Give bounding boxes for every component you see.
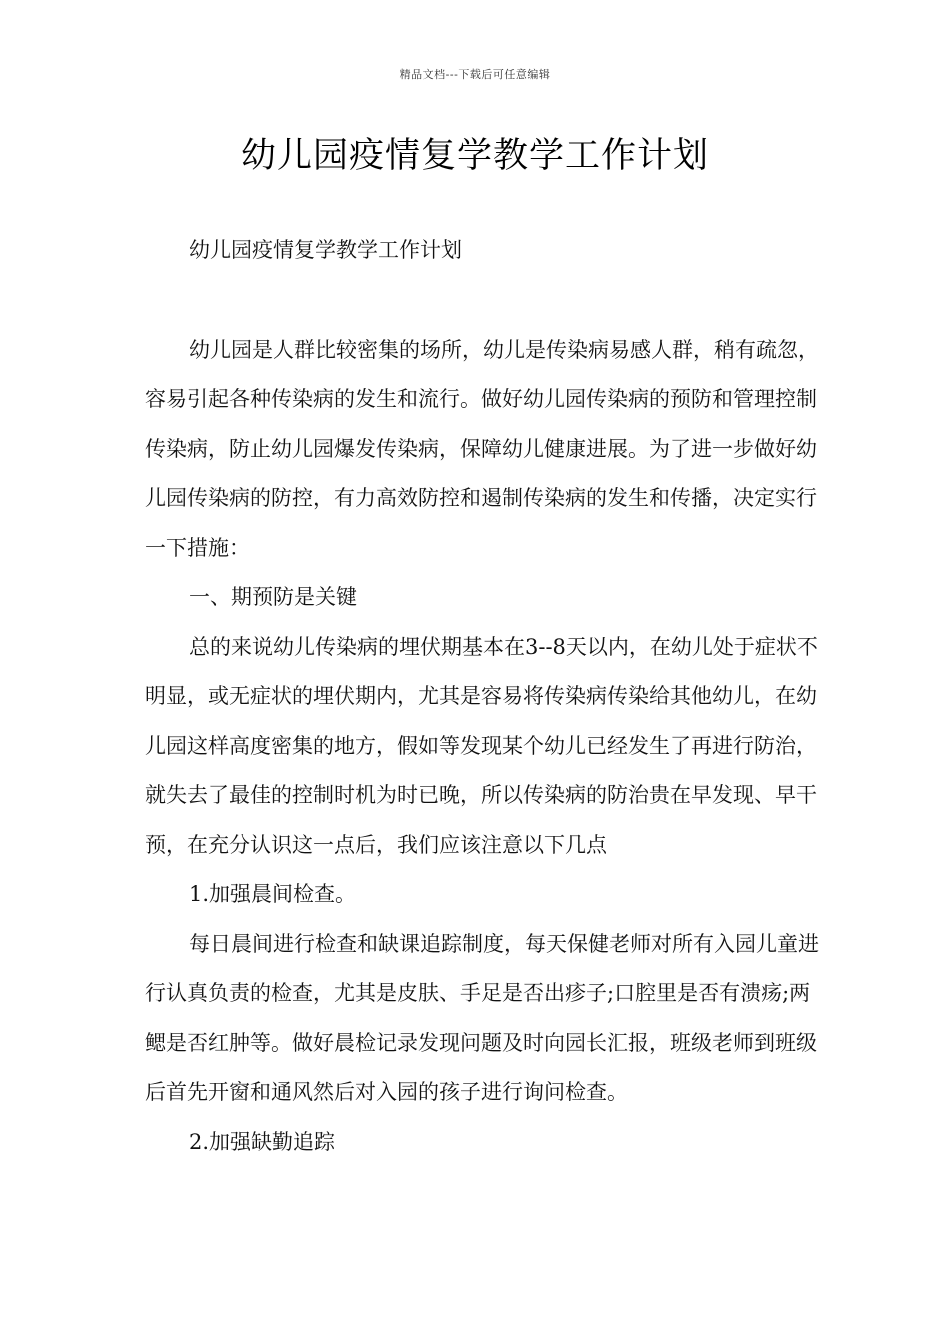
header-note: 精品文档---下载后可任意编辑 xyxy=(399,68,551,81)
document-title: 幼儿园疫情复学教学工作计划 xyxy=(240,136,709,176)
paragraph-intro: 幼儿园是人群比较密集的场所，幼儿是传染病易感人群，稍有疏忽，容易引起各种传染病的发生和流行。做好幼儿园传染病的预防和管理控制传染病，防止幼儿园爆发传染病，保障幼儿健康进展。为了进一步做好幼儿园传染病的防控，有力高效防控和遏制传染病的发生和传播，决定实行一下措施： xyxy=(145,337,819,560)
paragraph-incubation: 总的来说幼儿传染病的埋伏期基本在3--8天以内，在幼儿处于症状不明显，或无症状的埋伏期内，尤其是容易将传染病传染给其他幼儿，在幼儿园这样高度密集的地方，假如等发现某个幼儿已经发生了再进行防治，就失去了最佳的控制时机为时已晚，所以传染病的防治贵在早发现、早干预，在充分认识这一点后，我们应该注意以下几点 xyxy=(145,634,818,857)
item-heading-absence-tracking: 2.加强缺勤追踪 xyxy=(189,1129,336,1154)
section-heading: 一、期预防是关键 xyxy=(189,585,357,609)
item-heading-morning-check: 1.加强晨间检查。 xyxy=(189,882,357,906)
document-body xyxy=(145,226,825,1167)
paragraph-morning-check: 每日晨间进行检查和缺课追踪制度，每天保健老师对所有入园儿童进行认真负责的检查，尤其是皮肤、手足是否出疹子;口腔里是否有溃疡;两鳃是否红肿等。做好晨检记录发现问题及时向园长汇报，班级老师到班级后首先开窗和通风然后对入园的孩子进行询问检查。 xyxy=(145,931,819,1104)
document-subtitle: 幼儿园疫情复学教学工作计划 xyxy=(189,238,462,262)
